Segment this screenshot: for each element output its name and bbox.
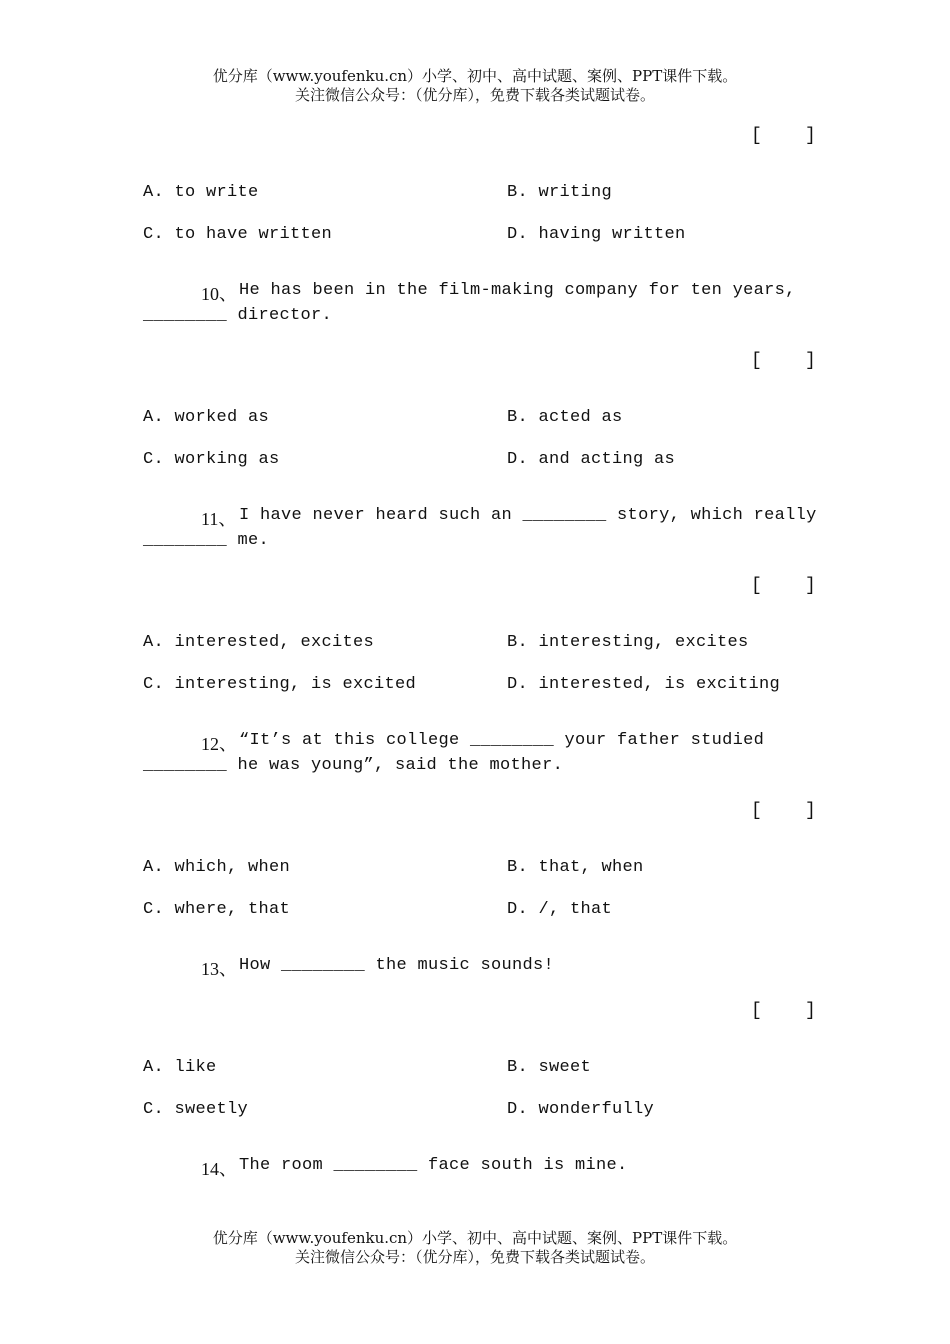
q13-option-a: A. like bbox=[143, 1058, 217, 1077]
q11-option-c: C. interesting, is excited bbox=[143, 675, 417, 694]
answer-bracket-q9: [ ] bbox=[751, 126, 816, 146]
answer-bracket-q12: [ ] bbox=[751, 801, 816, 821]
q13-number: 13、 bbox=[201, 959, 237, 979]
q12-option-a: A. which, when bbox=[143, 858, 291, 877]
q11-stem-line-2: ________ me. bbox=[143, 531, 270, 550]
q12-stem-line-1: “It’s at this college ________ your father studied bbox=[239, 731, 765, 750]
answer-bracket-q11: [ ] bbox=[751, 576, 816, 596]
q11-option-b: B. interesting, excites bbox=[507, 633, 749, 652]
q10-option-c: C. working as bbox=[143, 450, 280, 469]
q13-stem-line-1: How ________ the music sounds! bbox=[239, 956, 555, 975]
q11-option-d: D. interested, is exciting bbox=[507, 675, 781, 694]
q13-option-c: C. sweetly bbox=[143, 1100, 249, 1119]
header-line-2: 关注微信公众号：（优分库），免费下载各类试题试卷。 bbox=[294, 86, 655, 104]
footer-line-1: 优分库（www.youfenku.cn）小学、初中、高中试题、案例、PPT课件下载。 bbox=[212, 1229, 738, 1247]
q10-number: 10、 bbox=[201, 284, 237, 304]
q9-option-c: C. to have written bbox=[143, 225, 333, 244]
q14-stem-line-1: The room ________ face south is mine. bbox=[239, 1156, 628, 1175]
q11-option-a: A. interested, excites bbox=[143, 633, 375, 652]
q12-number: 12、 bbox=[201, 734, 237, 754]
q10-stem-line-1: He has been in the film-making company for ten years, bbox=[239, 281, 796, 300]
header-line-1: 优分库（www.youfenku.cn）小学、初中、高中试题、案例、PPT课件下载。 bbox=[212, 67, 738, 85]
q9-option-a: A. to write bbox=[143, 183, 259, 202]
q11-stem-line-1: I have never heard such an ________ story, which really bbox=[239, 506, 817, 525]
q10-stem-line-2: ________ director. bbox=[143, 306, 333, 325]
q11-number: 11、 bbox=[201, 509, 237, 529]
q12-option-b: B. that, when bbox=[507, 858, 644, 877]
q10-option-a: A. worked as bbox=[143, 408, 270, 427]
q13-option-b: B. sweet bbox=[507, 1058, 592, 1077]
q13-option-d: D. wonderfully bbox=[507, 1100, 655, 1119]
q14-number: 14、 bbox=[201, 1159, 237, 1179]
q10-option-d: D. and acting as bbox=[507, 450, 676, 469]
q10-option-b: B. acted as bbox=[507, 408, 623, 427]
q9-option-b: B. writing bbox=[507, 183, 613, 202]
answer-bracket-q13: [ ] bbox=[751, 1001, 816, 1021]
q12-stem-line-2: ________ he was young”, said the mother. bbox=[143, 756, 564, 775]
q12-option-c: C. where, that bbox=[143, 900, 291, 919]
q12-option-d: D. /, that bbox=[507, 900, 613, 919]
footer-line-2: 关注微信公众号：（优分库），免费下载各类试题试卷。 bbox=[294, 1248, 655, 1266]
answer-bracket-q10: [ ] bbox=[751, 351, 816, 371]
q9-option-d: D. having written bbox=[507, 225, 686, 244]
